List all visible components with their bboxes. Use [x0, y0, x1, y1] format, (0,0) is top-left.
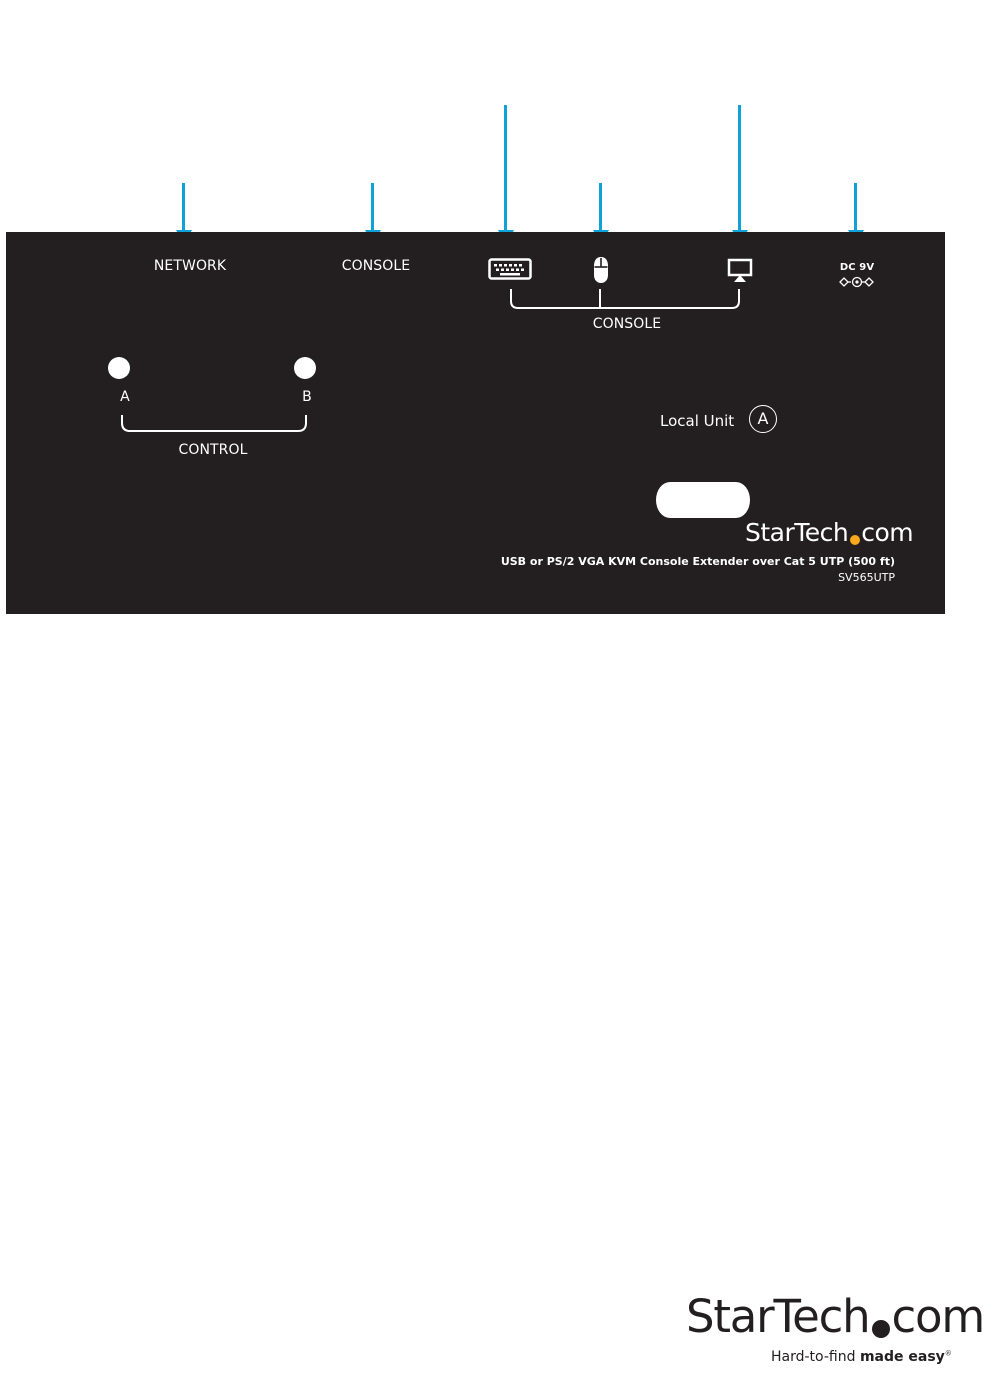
monitor-icon — [727, 258, 753, 284]
local-unit-label: Local Unit — [660, 412, 735, 430]
panel-cutout — [656, 482, 750, 518]
tagline-bold: made easy — [859, 1349, 945, 1365]
footer-logo-dot-icon — [872, 1320, 890, 1338]
control-label: CONTROL — [178, 442, 248, 458]
panel-brand-logo — [745, 518, 913, 547]
console-group-label: CONSOLE — [592, 316, 662, 332]
brand-dot-icon — [850, 535, 860, 545]
unit-letter-badge: A — [749, 405, 777, 433]
led-a-label: A — [120, 389, 130, 405]
footer-logo-domain: com — [891, 1290, 984, 1343]
led-b — [294, 357, 316, 379]
footer-tagline — [771, 1349, 952, 1365]
mouse-icon — [592, 255, 610, 285]
network-port-label: NETWORK — [153, 258, 227, 274]
footer-logo-name: StarTech — [686, 1290, 870, 1343]
led-a — [108, 357, 130, 379]
product-title: USB or PS/2 VGA KVM Console Extender over Cat 5 UTP (500 ft) — [500, 555, 895, 568]
dc-input-label: DC 9V — [839, 262, 875, 273]
keyboard-icon — [488, 258, 532, 282]
panel-brand-name: StarTech — [745, 518, 849, 547]
tagline-regular: Hard-to-find — [771, 1349, 860, 1365]
footer-logo — [686, 1290, 984, 1343]
led-b-label: B — [302, 389, 312, 405]
console-port-label: CONSOLE — [341, 258, 411, 274]
control-bracket — [117, 413, 311, 435]
dc-polarity-icon — [838, 276, 876, 288]
console-group-bracket — [506, 287, 744, 313]
model-number: SV565UTP — [838, 571, 895, 584]
panel-brand-domain: com — [861, 518, 914, 547]
tagline-mark: ® — [944, 1349, 952, 1358]
